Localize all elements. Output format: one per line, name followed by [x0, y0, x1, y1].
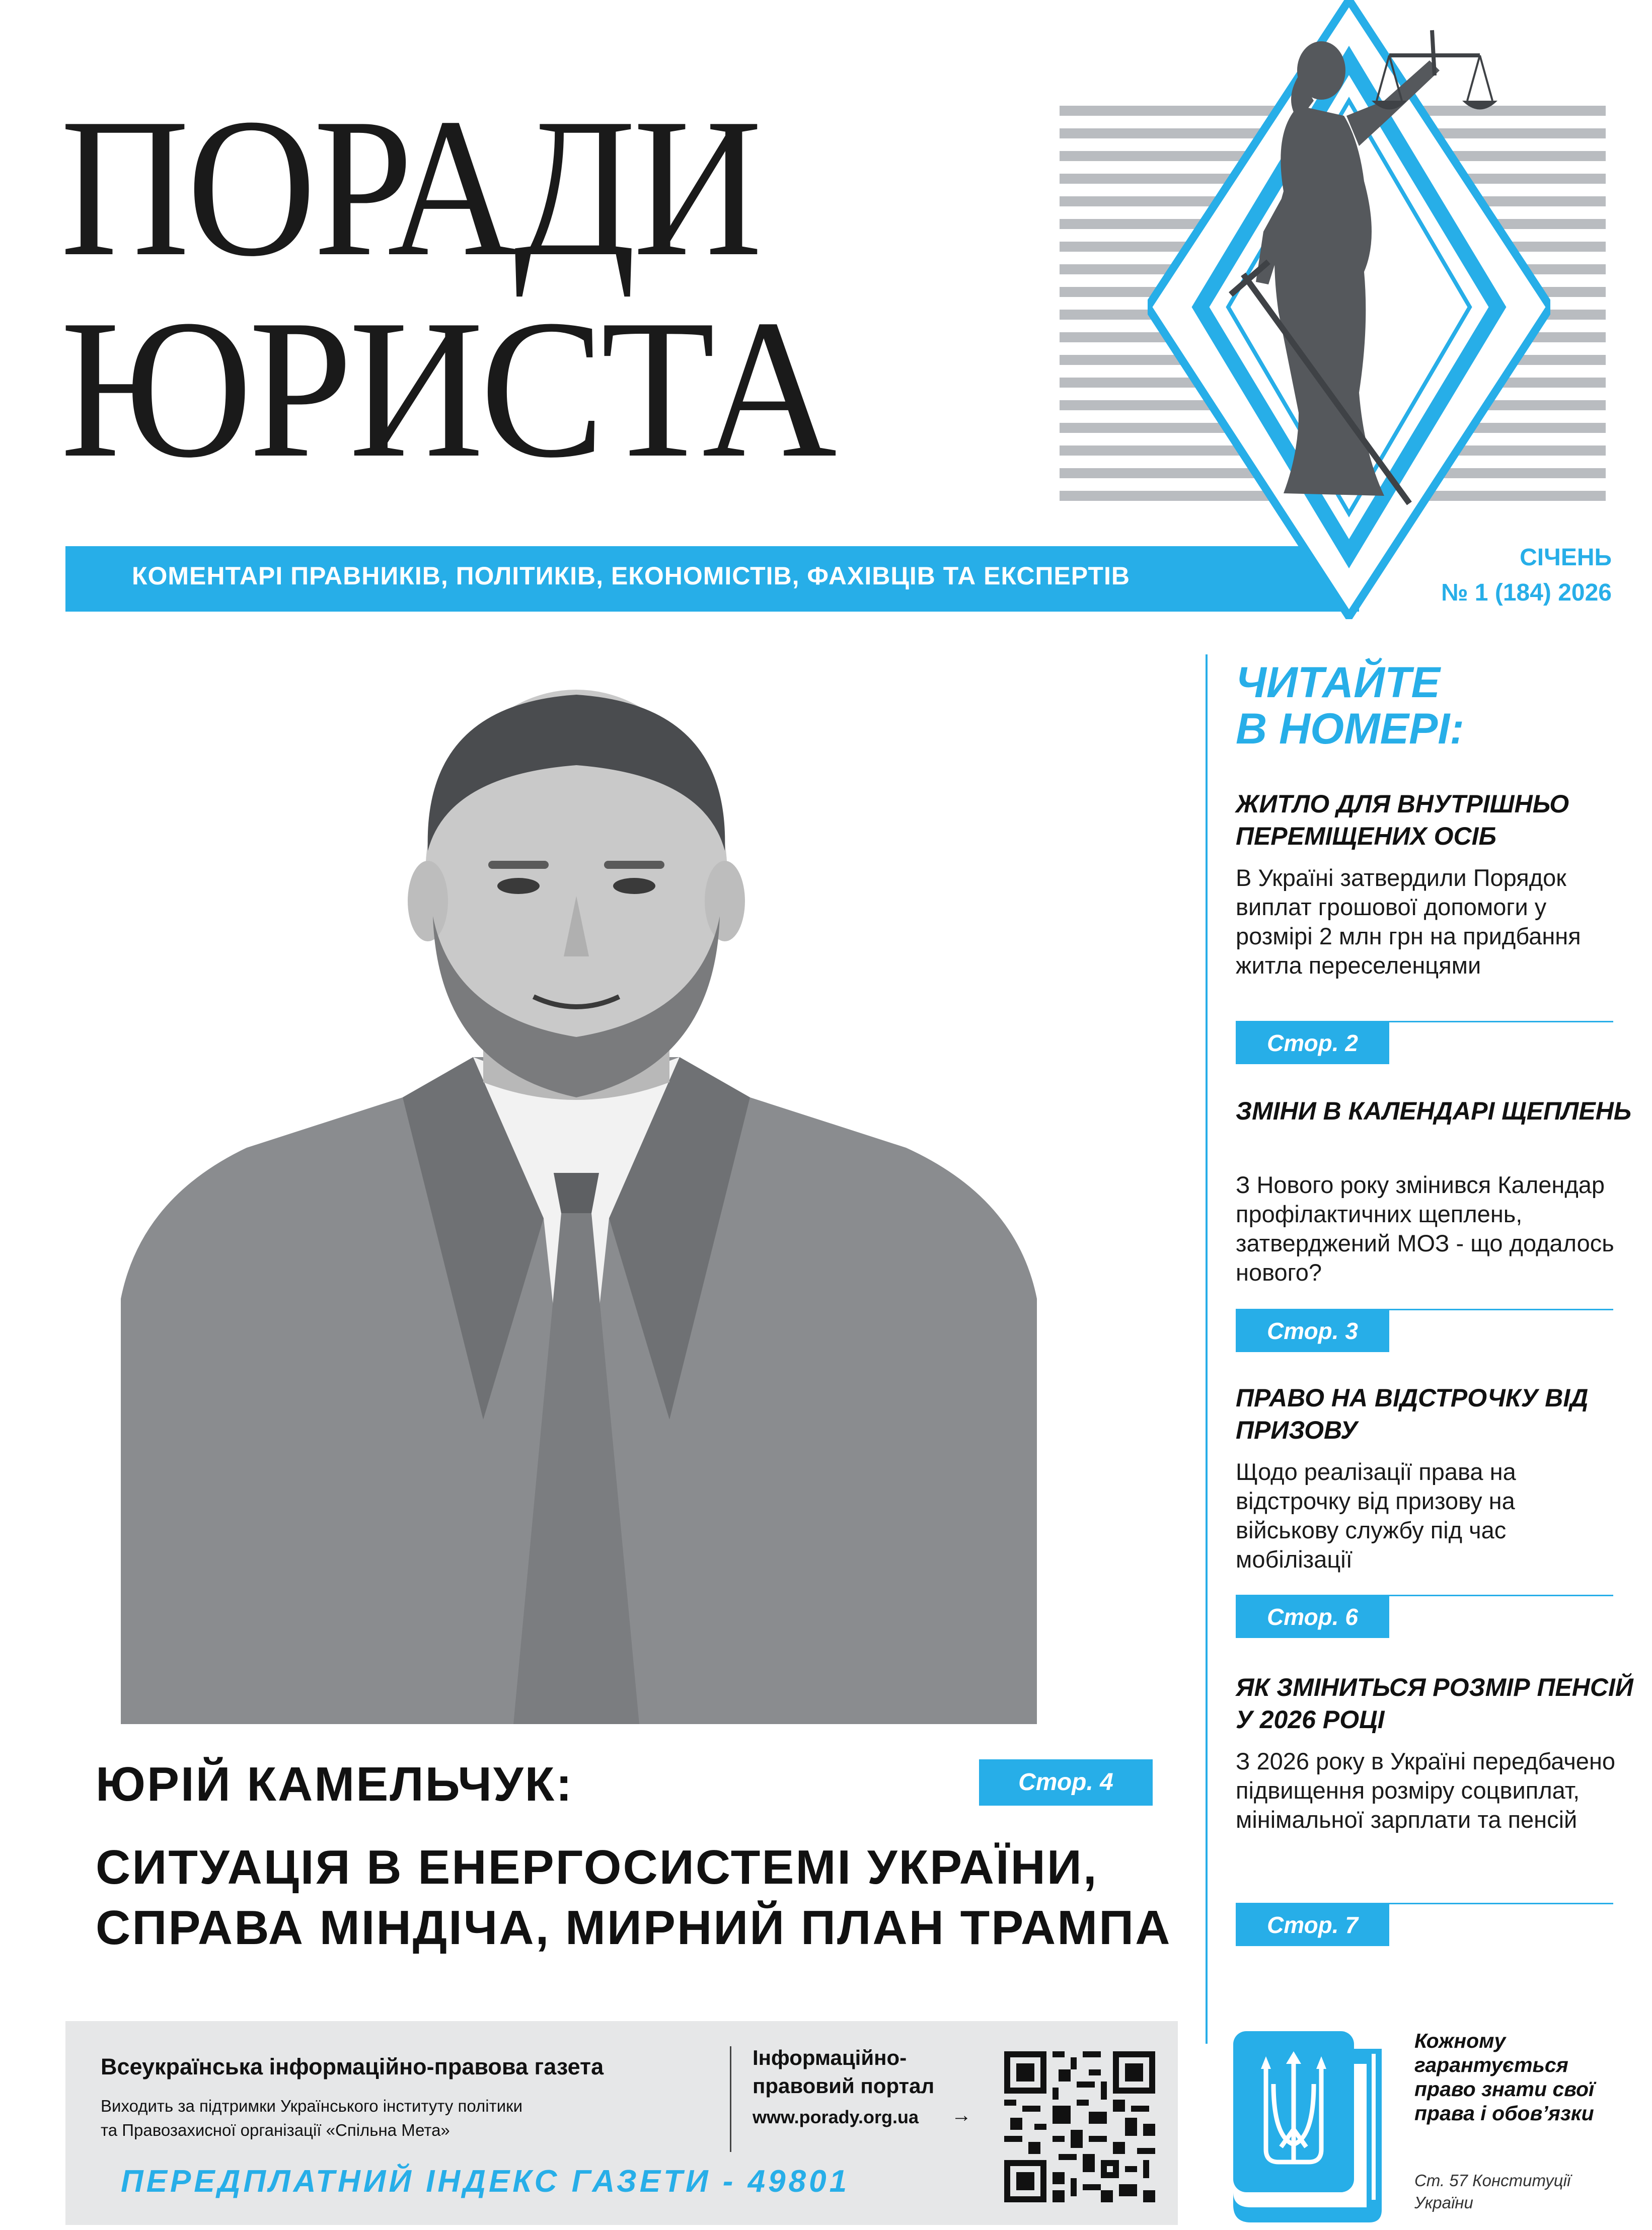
subscription-index: ПЕРЕДПЛАТНИЙ ІНДЕКС ГАЗЕТИ - 49801 — [121, 2164, 850, 2199]
sidebar-divider — [1206, 654, 1208, 2044]
headline-topics-line1: СИТУАЦІЯ В ЕНЕРГОСИСТЕМІ УКРАЇНИ, — [96, 1840, 1098, 1894]
issue-month: СІЧЕНЬ — [1520, 544, 1612, 571]
sidebar-heading — [1236, 659, 1464, 752]
footer-title: Всеукраїнська інформаційно-правова газета — [101, 2054, 604, 2079]
lady-justice-emblem — [1148, 0, 1550, 619]
qr-code-icon[interactable] — [1004, 2051, 1155, 2202]
constitution-book-icon — [1231, 2029, 1397, 2225]
toc-item-title[interactable]: ЗМІНИ В КАЛЕНДАРІ ЩЕПЛЕНЬ — [1236, 1097, 1632, 1125]
toc-item-title[interactable]: ЯК ЗМІНИТЬСЯ РОЗМІР ПЕНСІЙ У 2026 РОЦІ — [1236, 1673, 1633, 1734]
toc-item-title[interactable]: ПРАВО НА ВІДСТРОЧКУ ВІД ПРИЗОВУ — [1236, 1384, 1589, 1444]
toc-item-description: З Нового року змінився Календар профілактичних щеплень, затверджений МОЗ - що додалось нового? — [1236, 1171, 1614, 1286]
constitution-quote: Кожному гарантується право знати свої права і обов’язки — [1414, 2029, 1595, 2125]
masthead-title-line1: ПОРАДИ — [60, 78, 760, 298]
toc-page-chip[interactable]: Стор. 6 — [1236, 1596, 1389, 1638]
toc-item-title[interactable]: ЖИТЛО ДЛЯ ВНУТРІШНЬО ПЕРЕМІЩЕНИХ ОСІБ — [1236, 790, 1569, 850]
toc-item-description: Щодо реалізації права на відстрочку від призову на військову службу під час мобілізації — [1236, 1458, 1516, 1573]
issue-number: № 1 (184) 2026 — [1441, 579, 1612, 606]
headline-page-chip[interactable]: Стор. 4 — [979, 1759, 1153, 1806]
headline-topics-line2: СПРАВА МІНДІЧА, МИРНИЙ ПЛАН ТРАМПА — [96, 1901, 1172, 1955]
constitution-reference: Ст. 57 Конституції України — [1414, 2171, 1571, 2212]
toc-page-chip[interactable]: Стор. 2 — [1236, 1022, 1389, 1064]
footer-support-text — [101, 2094, 730, 2142]
footer-support-line2: та Правозахисної організації «Спільна Мета» — [101, 2121, 450, 2139]
tagline: КОМЕНТАРІ ПРАВНИКІВ, ПОЛІТИКІВ, ЕКОНОМІСТІВ, ФАХІВЦІВ ТА ЕКСПЕРТІВ — [132, 562, 1130, 590]
headline-topics — [96, 1837, 1178, 1958]
headline-name: ЮРІЙ КАМЕЛЬЧУК: — [96, 1757, 574, 1811]
footer-divider — [730, 2046, 731, 2152]
toc-page-chip[interactable]: Стор. 3 — [1236, 1310, 1389, 1352]
portal-label: Інформаційно-правовий портал — [753, 2046, 935, 2098]
toc-page-chip[interactable]: Стор. 7 — [1236, 1904, 1389, 1946]
toc-item-description: З 2026 року в Україні передбачено підвищення розміру соцвиплат, мінімальної зарплати та пенсій — [1236, 1748, 1616, 1833]
portal-url-link[interactable]: www.porady.org.ua — [753, 2107, 919, 2127]
footer-support-line1: Виходить за підтримки Українського інституту політики — [101, 2097, 523, 2115]
sidebar-heading-line2: В НОМЕРІ: — [1236, 705, 1464, 753]
portrait-photo — [121, 664, 1037, 1724]
arrow-right-icon: → — [951, 2104, 971, 2126]
toc-item-description: В Україні затвердили Порядок виплат грошової допомоги у розмірі 2 млн грн на придбання житла переселенцями — [1236, 864, 1581, 979]
masthead-title-line2: ЮРИСТА — [60, 279, 834, 499]
sidebar-heading-line1: ЧИТАЙТЕ — [1236, 658, 1440, 707]
